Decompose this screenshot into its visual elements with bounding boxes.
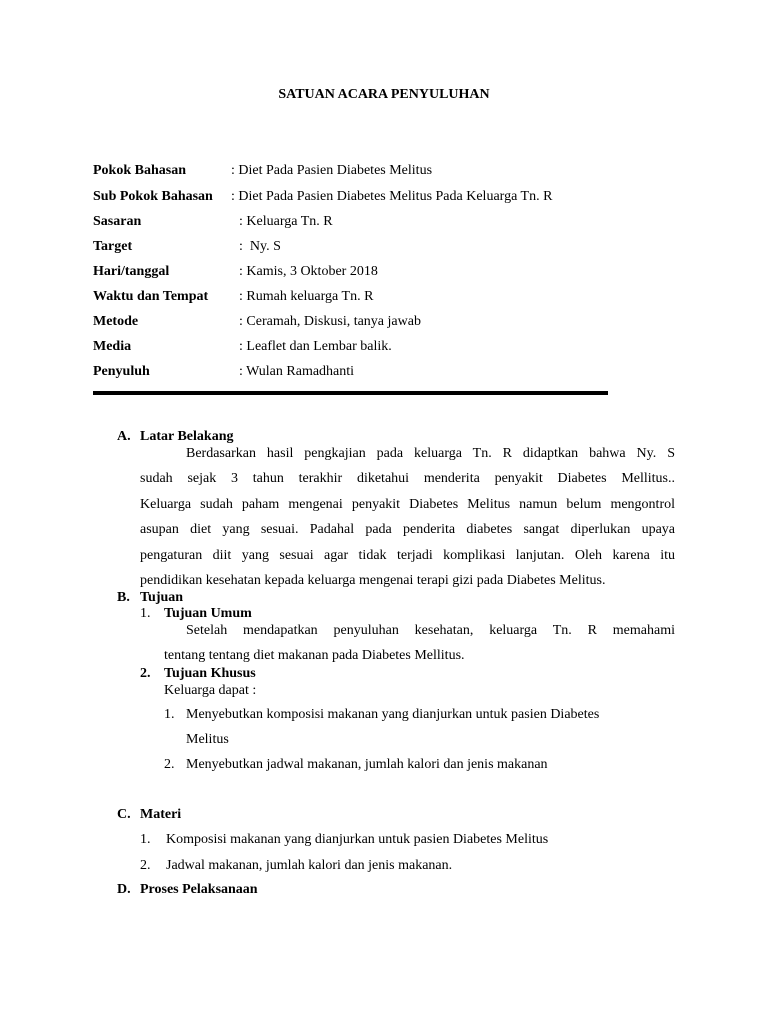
tujuan-umum-number: 1. bbox=[140, 606, 151, 621]
info-value-target: : Ny. S bbox=[239, 239, 281, 254]
info-label-target: Target bbox=[93, 239, 133, 254]
info-label-pokok-bahasan: Pokok Bahasan bbox=[93, 163, 186, 178]
paragraph-line: Berdasarkan hasil pengkajian pada keluarga Tn. R didaptkan bahwa Ny. S bbox=[186, 446, 675, 461]
info-value-pokok-bahasan: : Diet Pada Pasien Diabetes Melitus bbox=[231, 163, 433, 178]
tujuan-khusus-item-text: Menyebutkan komposisi makanan yang dianjurkan untuk pasien Diabetes bbox=[186, 707, 600, 722]
info-label-waktu-tempat: Waktu dan Tempat bbox=[93, 289, 209, 304]
info-value-metode: : Ceramah, Diskusi, tanya jawab bbox=[239, 314, 421, 329]
tujuan-khusus-item-number: 2. bbox=[164, 757, 175, 772]
tujuan-umum-line: tentang tentang diet makanan pada Diabetes Mellitus. bbox=[164, 648, 465, 663]
tujuan-khusus-number: 2. bbox=[140, 666, 151, 681]
section-c-heading: Materi bbox=[140, 807, 182, 822]
info-label-sub-pokok-bahasan: Sub Pokok Bahasan bbox=[93, 189, 213, 204]
info-value-penyuluh: : Wulan Ramadhanti bbox=[239, 364, 355, 379]
page-title: SATUAN ACARA PENYULUHAN bbox=[278, 87, 490, 102]
info-label-media: Media bbox=[93, 339, 132, 354]
paragraph-line: pengaturan diit yang sesuai agar tidak terjadi komplikasi lanjutan. Oleh karena itu bbox=[140, 548, 675, 563]
info-value-hari-tanggal: : Kamis, 3 Oktober 2018 bbox=[239, 264, 378, 279]
info-value-waktu-tempat: : Rumah keluarga Tn. R bbox=[239, 289, 374, 304]
section-b-marker: B. bbox=[117, 590, 130, 605]
tujuan-umum-heading: Tujuan Umum bbox=[164, 606, 252, 621]
paragraph-line: sudah sejak 3 tahun terakhir diketahui menderita penyakit Diabetes Mellitus.. bbox=[140, 471, 675, 486]
info-label-sasaran: Sasaran bbox=[93, 214, 142, 229]
info-label-penyuluh: Penyuluh bbox=[93, 364, 150, 379]
section-a-marker: A. bbox=[117, 429, 131, 444]
tujuan-khusus-heading: Tujuan Khusus bbox=[164, 666, 256, 681]
paragraph-line: Keluarga sudah paham mengenai penyakit Diabetes Melitus namun belum mengontrol bbox=[140, 497, 675, 512]
materi-item-text: Jadwal makanan, jumlah kalori dan jenis makanan. bbox=[166, 858, 453, 873]
info-label-metode: Metode bbox=[93, 314, 139, 329]
divider-rule bbox=[93, 391, 608, 395]
info-value-media: : Leaflet dan Lembar balik. bbox=[239, 339, 392, 354]
paragraph-line: asupan diet yang sesuai. Padahal pada penderita diabetes sangat diperlukan upaya bbox=[140, 522, 675, 537]
tujuan-khusus-intro: Keluarga dapat : bbox=[164, 683, 257, 698]
paragraph-line: pendidikan kesehatan kepada keluarga mengenai terapi gizi pada Diabetes Melitus. bbox=[140, 573, 606, 588]
materi-item-text: Komposisi makanan yang dianjurkan untuk pasien Diabetes Melitus bbox=[166, 832, 549, 847]
section-c-marker: C. bbox=[117, 807, 131, 822]
section-d-marker: D. bbox=[117, 882, 131, 897]
info-value-sasaran: : Keluarga Tn. R bbox=[239, 214, 333, 229]
section-a-heading: Latar Belakang bbox=[140, 429, 234, 444]
tujuan-khusus-item-text: Menyebutkan jadwal makanan, jumlah kalori dan jenis makanan bbox=[186, 757, 548, 772]
section-b-heading: Tujuan bbox=[140, 590, 184, 605]
materi-item-number: 2. bbox=[140, 858, 151, 873]
materi-item-number: 1. bbox=[140, 832, 151, 847]
info-value-sub-pokok-bahasan: : Diet Pada Pasien Diabetes Melitus Pada Keluarga Tn. R bbox=[231, 189, 553, 204]
tujuan-khusus-item-text: Melitus bbox=[186, 732, 229, 747]
info-label-hari-tanggal: Hari/tanggal bbox=[93, 264, 170, 279]
tujuan-khusus-item-number: 1. bbox=[164, 707, 175, 722]
section-d-heading: Proses Pelaksanaan bbox=[140, 882, 258, 897]
tujuan-umum-line: Setelah mendapatkan penyuluhan kesehatan, keluarga Tn. R memahami bbox=[186, 623, 675, 638]
